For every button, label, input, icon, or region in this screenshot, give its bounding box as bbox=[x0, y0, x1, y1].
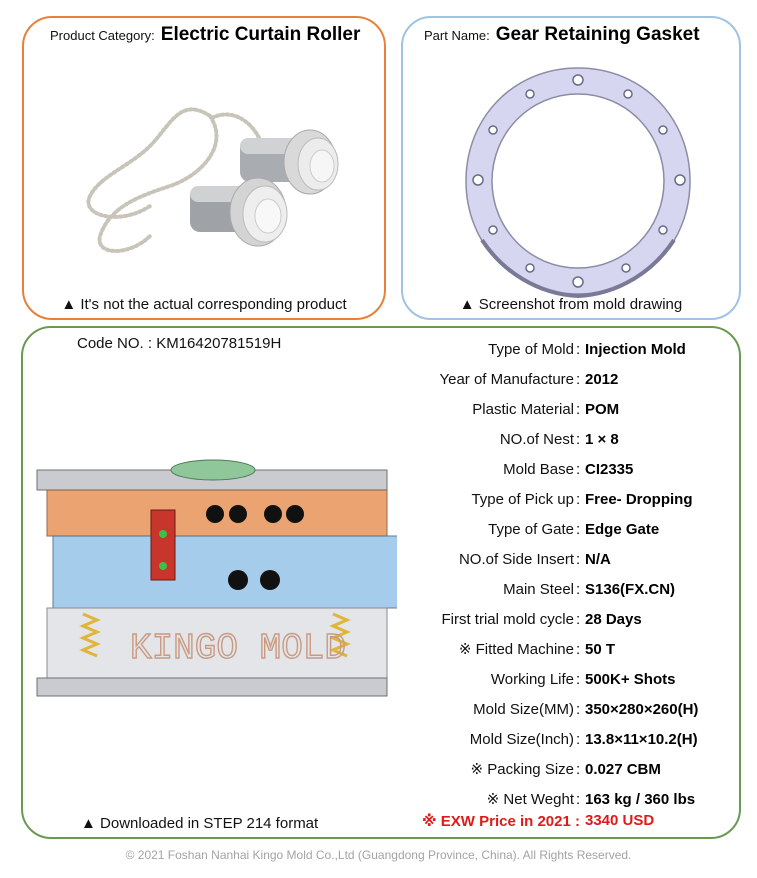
mold-image-caption: ▲ Downloaded in STEP 214 format bbox=[81, 815, 319, 832]
spec-value: 50 T bbox=[585, 640, 616, 658]
spec-label: Mold Size(Inch) bbox=[469, 730, 574, 748]
spec-label: ※ Packing Size bbox=[470, 761, 574, 778]
spec-colon: : bbox=[576, 670, 581, 688]
spec-colon: : bbox=[576, 790, 581, 808]
spec-colon: : bbox=[576, 730, 581, 748]
part-name-label: Part Name: bbox=[424, 28, 490, 43]
product-category-panel bbox=[22, 16, 386, 320]
spec-value: POM bbox=[585, 400, 620, 418]
exw-price-row bbox=[323, 812, 654, 830]
spec-value: 163 kg / 360 lbs bbox=[585, 790, 696, 808]
spec-label: Type of Mold bbox=[488, 340, 574, 358]
spec-row bbox=[323, 634, 733, 664]
spec-row bbox=[323, 364, 733, 394]
spec-colon: : bbox=[576, 370, 581, 388]
spec-value: Injection Mold bbox=[585, 340, 686, 358]
spec-label: NO.of Side Insert bbox=[458, 550, 574, 568]
spec-value: 350×280×260(H) bbox=[585, 700, 699, 718]
spec-colon: : bbox=[576, 640, 581, 658]
spec-colon: : bbox=[576, 700, 581, 718]
part-name-value: Gear Retaining Gasket bbox=[495, 24, 700, 45]
spec-value: CI2335 bbox=[585, 460, 634, 478]
spec-label: Type of Gate bbox=[488, 520, 574, 538]
product-category-header bbox=[50, 24, 360, 46]
spec-colon: : bbox=[576, 460, 581, 478]
part-caption: ▲ Screenshot from mold drawing bbox=[459, 296, 683, 313]
spec-row bbox=[323, 664, 733, 694]
spec-value: 1 × 8 bbox=[585, 430, 619, 448]
spec-colon: : bbox=[576, 520, 581, 538]
product-category-label: Product Category: bbox=[50, 28, 155, 43]
spec-colon: : bbox=[576, 580, 581, 598]
spec-value: 2012 bbox=[585, 370, 619, 388]
spec-row bbox=[323, 394, 733, 424]
spec-value: 28 Days bbox=[585, 610, 642, 628]
spec-colon: : bbox=[576, 490, 581, 508]
exw-price-label: ※ EXW Price in 2021 : bbox=[422, 813, 580, 830]
spec-colon: : bbox=[576, 610, 581, 628]
spec-label: ※ Net Weght bbox=[486, 791, 574, 808]
spec-list bbox=[323, 334, 733, 814]
spec-label: First trial mold cycle bbox=[441, 610, 574, 628]
spec-label: NO.of Nest bbox=[499, 430, 574, 448]
spec-value: 500K+ Shots bbox=[585, 670, 676, 688]
spec-label: Mold Size(MM) bbox=[473, 700, 574, 718]
spec-colon: : bbox=[576, 340, 581, 358]
spec-row bbox=[323, 514, 733, 544]
spec-label: Year of Manufacture bbox=[439, 370, 574, 388]
spec-colon: : bbox=[576, 550, 581, 568]
spec-row bbox=[323, 694, 733, 724]
gasket-drawing bbox=[458, 60, 698, 302]
mold-spec-panel bbox=[21, 326, 741, 839]
spec-row bbox=[323, 454, 733, 484]
spec-row bbox=[323, 724, 733, 754]
spec-label: Plastic Material bbox=[472, 400, 574, 418]
spec-row bbox=[323, 604, 733, 634]
spec-value: 13.8×11×10.2(H) bbox=[585, 730, 698, 748]
spec-value: 0.027 CBM bbox=[585, 760, 661, 778]
spec-row bbox=[323, 424, 733, 454]
spec-label: Mold Base bbox=[503, 460, 574, 478]
copyright-footer: © 2021 Foshan Nanhai Kingo Mold Co.,Ltd (Guangdong Province, China). All Rights Reserved. bbox=[125, 848, 632, 862]
spec-colon: : bbox=[576, 430, 581, 448]
mold-watermark: KINGO MOLD bbox=[129, 628, 347, 669]
part-name-header bbox=[424, 24, 700, 46]
spec-value: Edge Gate bbox=[585, 520, 660, 538]
product-photo bbox=[60, 86, 360, 276]
spec-row bbox=[323, 484, 733, 514]
spec-value: N/A bbox=[585, 550, 611, 568]
spec-row bbox=[323, 334, 733, 364]
spec-row bbox=[323, 754, 733, 784]
product-caption: ▲ It's not the actual corresponding product bbox=[61, 296, 347, 313]
spec-value: Free- Dropping bbox=[585, 490, 693, 508]
spec-row bbox=[323, 574, 733, 604]
spec-colon: : bbox=[576, 400, 581, 418]
exw-price-value: 3340 USD bbox=[585, 812, 655, 829]
code-number: Code NO. : KM16420781519H bbox=[77, 335, 282, 352]
spec-row bbox=[323, 784, 733, 814]
spec-row bbox=[323, 544, 733, 574]
spec-label: Type of Pick up bbox=[471, 490, 574, 508]
spec-label: ※ Fitted Machine bbox=[458, 641, 574, 658]
spec-label: Main Steel bbox=[503, 580, 574, 598]
spec-colon: : bbox=[576, 760, 581, 778]
part-name-panel bbox=[401, 16, 741, 320]
spec-value: S136(FX.CN) bbox=[585, 580, 676, 598]
front-roller bbox=[190, 178, 287, 246]
product-category-value: Electric Curtain Roller bbox=[160, 24, 361, 45]
spec-label: Working Life bbox=[490, 670, 574, 688]
